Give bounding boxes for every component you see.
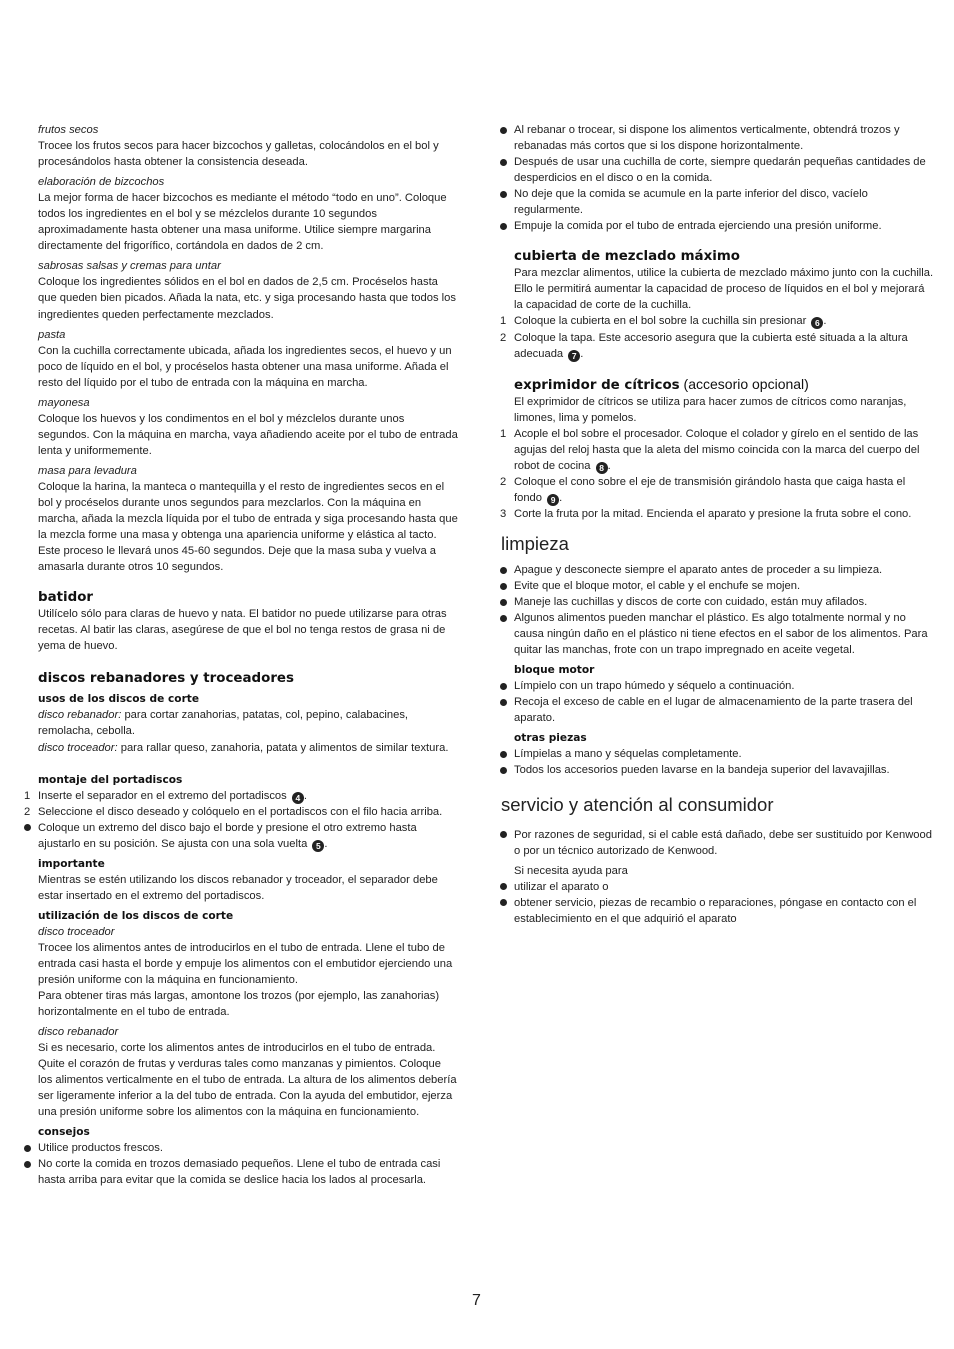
- servicio-list-2: [514, 879, 934, 927]
- otras-piezas-list: [514, 746, 934, 778]
- list-item: Por razones de seguridad, si el cable está dañado, debe ser sustituido por Kenwood o por un técnico autorizado de Kenwood.: [514, 827, 934, 859]
- troceador-title: disco troceador: [38, 925, 115, 938]
- salsas-title: sabrosas salsas y cremas para untar: [38, 260, 221, 273]
- list-item: 2 Coloque la tapa. Este accesorio asegura que la cubierta esté situada a la altura adecuada 7 .: [500, 331, 908, 361]
- list-item: Maneje las cuchillas y discos de corte con cuidado, están muy afilados.: [514, 594, 934, 610]
- list-item: 1 Coloque la cubierta en el bol sobre la cuchilla sin presionar 6 .: [500, 315, 827, 329]
- list-item: Utilice productos frescos.: [38, 1140, 458, 1156]
- troceador-text-2: Para obtener tiras más largas, amontone los trozos (por ejemplo, las zanahorias) horizontalmente en el tubo de entrada.: [38, 990, 440, 1019]
- mayonesa-title: mayonesa: [38, 396, 90, 409]
- salsas-text: Coloque los ingredientes sólidos en el bol en dados de 2,5 cm. Procéselos hasta que queden bien picados. Añada la nata, etc. y siga procesando hasta que todos los ingredientes queden perfectamente mezclados.: [38, 276, 456, 321]
- importante-heading: importante: [38, 857, 105, 870]
- figure-ref-badge: 9: [547, 494, 559, 506]
- left-column: [24, 122, 458, 1189]
- pasta-title: pasta: [38, 328, 66, 341]
- batidor-heading: batidor: [38, 590, 94, 606]
- list-item: 3 Corte la fruta por la mitad. Encienda el aparato y presione la fruta sobre el cono.: [500, 507, 912, 520]
- cubierta-text: Para mezclar alimentos, utilice la cubierta de mezclado máximo junto con la cuchilla. Ello le permitirá aumentar la capacidad de proceso de líquidos en el bol y mejorará la capacidad de corte de la cuchilla.: [514, 267, 934, 312]
- batidor-text: Utilícelo sólo para claras de huevo y nata. El batidor no puede utilizarse para otras recetas. Al batir las claras, asegúrese de que el bol no tenga restos de grasa ni de yema de huevo.: [38, 608, 447, 653]
- consejos-heading: consejos: [38, 1126, 90, 1139]
- usos-rebanador: [38, 707, 458, 739]
- cubierta-list: [500, 313, 934, 361]
- list-item: Después de usar una cuchilla de corte, siempre quedarán pequeñas cantidades de desperdicios en el disco o en la comida.: [514, 154, 934, 186]
- right-column: [500, 122, 934, 927]
- figure-ref-badge: 5: [312, 840, 324, 852]
- figure-ref-badge: 7: [568, 350, 580, 362]
- levadura-text: Coloque la harina, la manteca o mantequilla y el resto de ingredientes secos en el bol y procéselos durante unos segundos para mezclarlos. Con la máquina en marcha, añada la mezcla líquida por el tubo de entrada y siga procesando hasta que la mezcla forme una masa y obtenga una apariencia uniforme y elástica al tacto. Este proceso le llevará unos 45-60 segundos. Deje que la masa suba y vuelva a amasarla durante otros 10 segundos.: [38, 480, 458, 574]
- list-item: utilizar el aparato o: [514, 879, 934, 895]
- list-item: Evite que el bloque motor, el cable y el enchufe se mojen.: [514, 578, 934, 594]
- rebanador-text: Si es necesario, corte los alimentos antes de introducirlos en el tubo de entrada. Quite el corazón de frutas y verduras tales como manzanas y pimientos. Coloque los alimentos verticalmente en el tubo de entrada. La altura de los alimentos debería ser ligeramente inferior a la del tubo de entrada. Con la ayuda del embutidor, ejerza una presión uniforme sobre los alimentos con la máquina en funcionamiento.: [38, 1042, 457, 1119]
- list-item: Empuje la comida por el tubo de entrada ejerciendo una presión uniforme.: [514, 218, 934, 234]
- list-item: 1 Acople el bol sobre el procesador. Coloque el colador y gírelo en el sentido de las agujas del reloj hasta que la aleta del mismo coincida con la marca del cuerpo del robot de cocina 8 .: [500, 427, 920, 473]
- bizcochos-text: La mejor forma de hacer bizcochos es mediante el método “todo en uno”. Coloque todos los ingredientes en el bol y se mézclelos durante 10 segundos aproximadamente hasta obtener una masa uniforme. Utilice siempre margarina directamente del frigorífico, cortándola en dados de 2 cm.: [38, 192, 447, 253]
- exprimidor-list: [500, 426, 934, 522]
- list-item: 2 Seleccione el disco deseado y colóquelo en el portadiscos con el filo hacia arriba.: [24, 805, 443, 818]
- cubierta-heading: cubierta de mezclado máximo: [514, 249, 740, 265]
- limpieza-heading: limpieza: [501, 532, 569, 554]
- list-item: Apague y desconecte siempre el aparato antes de proceder a su limpieza.: [514, 562, 934, 578]
- montaje-heading: montaje del portadiscos: [38, 773, 183, 786]
- usos-troceador-label: disco troceador:: [38, 741, 118, 754]
- list-item: No deje que la comida se acumule en la parte inferior del disco, vacíelo regularmente.: [514, 186, 934, 218]
- discos-heading: discos rebanadores y troceadores: [38, 671, 294, 687]
- pasta-text: Con la cuchilla correctamente ubicada, añada los ingredientes secos, el huevo y un poco de líquido en el bol, y procéselos hasta obtener una masa uniforme. Añada el resto del líquido por el tubo de entrada con la máquina en marcha.: [38, 344, 452, 389]
- usos-heading: usos de los discos de corte: [38, 693, 200, 706]
- servicio-list: [514, 827, 934, 859]
- figure-ref-badge: 4: [292, 792, 304, 804]
- rebanador-title: disco rebanador: [38, 1026, 119, 1039]
- importante-text: Mientras se estén utilizando los discos rebanador y troceador, el separador debe estar insertado en el extremo del portadiscos.: [38, 873, 438, 902]
- list-item: obtener servicio, piezas de recambio o reparaciones, póngase en contacto con el establecimiento en el que adquirió el aparato: [514, 895, 934, 927]
- list-item: 1 Inserte el separador en el extremo del portadiscos 4 .: [24, 789, 307, 803]
- list-item: Todos los accesorios pueden lavarse en la bandeja superior del lavavajillas.: [514, 762, 934, 778]
- montaje-list: [24, 788, 458, 852]
- usos-rebanador-label: disco rebanador:: [38, 709, 122, 722]
- exprimidor-text: El exprimidor de cítricos se utiliza para hacer zumos de cítricos como naranjas, limones, lima y pomelos.: [514, 395, 907, 424]
- bloque-motor-heading: bloque motor: [514, 664, 595, 677]
- list-item: No corte la comida en trozos demasiado pequeños. Llene el tubo de entrada casi hasta arriba para evitar que la comida se deslice hacia los lados al procesarla.: [38, 1156, 458, 1188]
- otras-piezas-heading: otras piezas: [514, 732, 587, 745]
- figure-ref-badge: 8: [596, 462, 608, 474]
- page-number: 7: [472, 1292, 481, 1309]
- servicio-heading: servicio y atención al consumidor: [501, 793, 774, 815]
- usos-rebanador-text: para cortar zanahorias, patatas, col, pepino, calabacines, remolacha, cebolla.: [38, 709, 409, 738]
- limpieza-list: [514, 562, 934, 658]
- bloque-motor-list: [514, 678, 934, 726]
- exprimidor-heading: exprimidor de cítricos (accesorio opcional): [514, 375, 809, 393]
- usos-troceador-text: para rallar queso, zanahoria, patata y alimentos de similar textura.: [117, 741, 449, 754]
- consejos-list: [38, 1140, 458, 1188]
- frutos-secos-text: Trocee los frutos secos para hacer bizcochos y galletas, colocándolos en el bol y procesándolos hasta obtener la consistencia deseada.: [38, 140, 439, 169]
- troceador-text: Trocee los alimentos antes de introducirlos en el tubo de entrada. Llene el tubo de entrada casi hasta el borde y empuje los alimentos con el embutidor ejerciendo una presión uniforme con la máquina en funcionamiento.: [38, 941, 453, 986]
- list-item: Algunos alimentos pueden manchar el plástico. Es algo totalmente normal y no causa ningún daño en el plástico ni tiene efectos en el sabor de los alimentos. Para quitar las manchas, frote con un trapo impregnado en aceite vegetal.: [514, 610, 934, 658]
- exprimidor-optional: (accesorio opcional): [679, 375, 809, 392]
- bizcochos-title: elaboración de bizcochos: [38, 176, 165, 189]
- figure-ref-badge: 6: [811, 317, 823, 329]
- servicio-help: Si necesita ayuda para: [514, 864, 628, 877]
- usos-troceador: [38, 740, 458, 756]
- utilizacion-heading: utilización de los discos de corte: [38, 909, 234, 922]
- levadura-title: masa para levadura: [38, 464, 137, 477]
- list-item: Recoja el exceso de cable en el lugar de almacenamiento de la parte trasera del aparato.: [514, 694, 934, 726]
- list-item: Límpielas a mano y séquelas completamente.: [514, 746, 934, 762]
- tips-list: [514, 122, 934, 234]
- list-item: Coloque un extremo del disco bajo el borde y presione el otro extremo hasta ajustarlo en su posición. Se ajusta con una sola vuelta 5 .: [38, 820, 458, 852]
- list-item: Límpielo con un trapo húmedo y séquelo a continuación.: [514, 678, 934, 694]
- mayonesa-text: Coloque los huevos y los condimentos en el bol y mézclelos durante unos segundos. Con la máquina en marcha, vaya añadiendo aceite por el tubo de entrada lenta y uniformemente.: [38, 412, 458, 457]
- list-item: Al rebanar o trocear, si dispone los alimentos verticalmente, obtendrá trozos y rebanadas más cortos que si los dispone horizontalmente.: [514, 122, 934, 154]
- list-item: 2 Coloque el cono sobre el eje de transmisión girándolo hasta que caiga hasta el fondo 9 .: [500, 475, 906, 505]
- frutos-secos-title: frutos secos: [38, 124, 99, 136]
